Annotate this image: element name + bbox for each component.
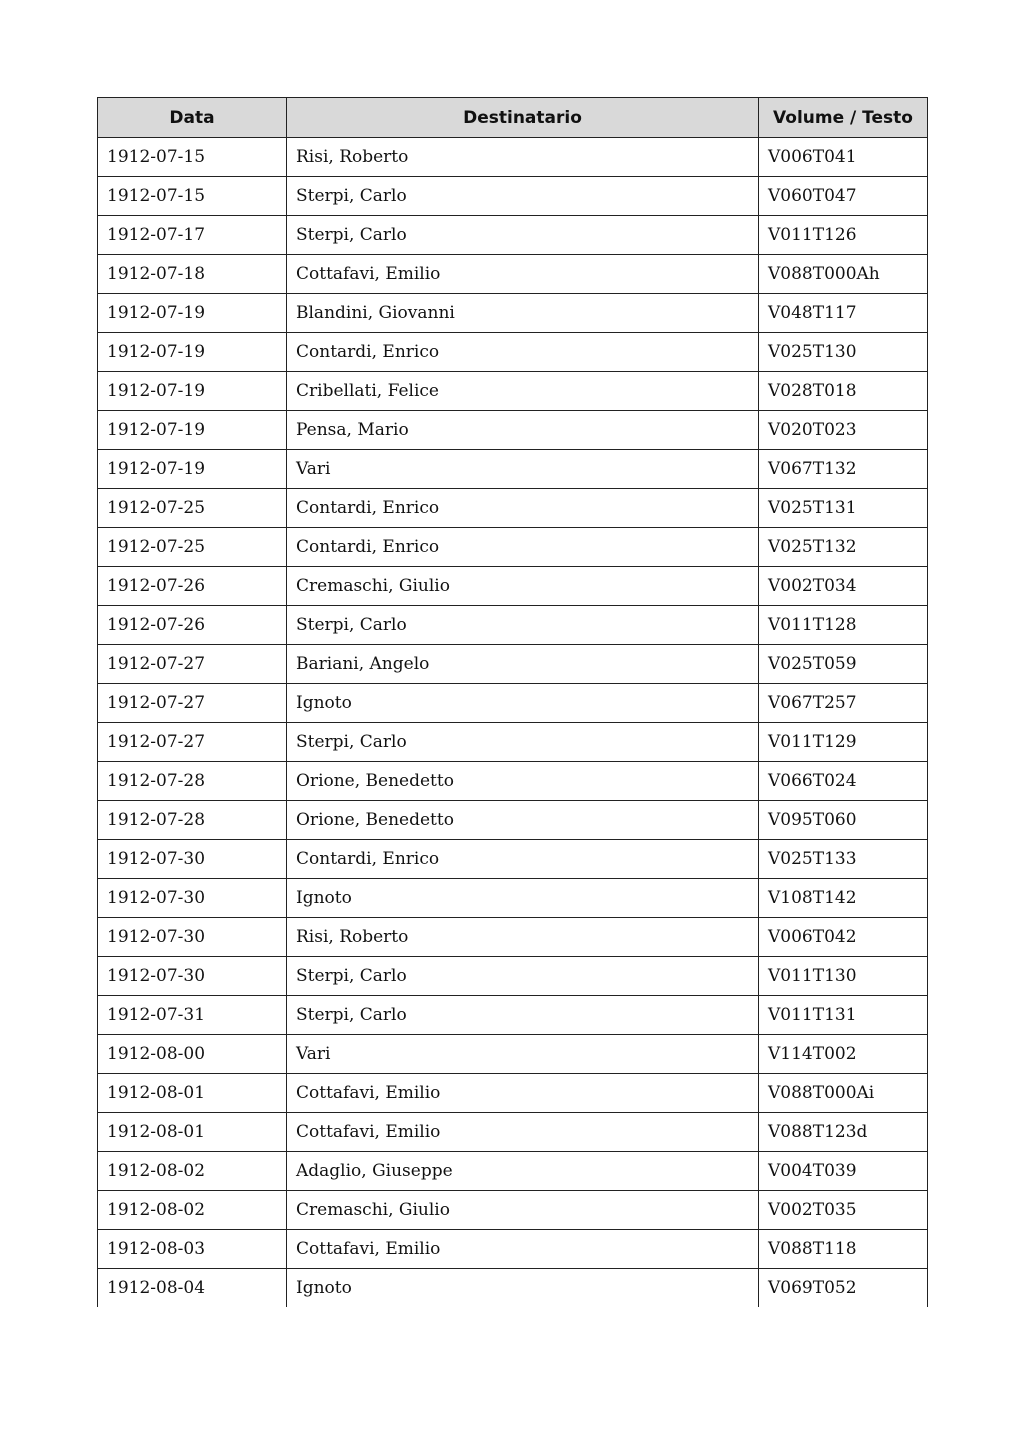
volume-text-cell: V108T142	[759, 879, 928, 918]
table-row	[98, 567, 928, 606]
table-row	[98, 1191, 928, 1230]
table-row	[98, 1035, 928, 1074]
recipient-cell: Blandini, Giovanni	[287, 294, 759, 333]
volume-text-cell: V011T126	[759, 216, 928, 255]
date-cell: 1912-07-19	[98, 372, 287, 411]
recipient-cell: Cremaschi, Giulio	[287, 1191, 759, 1230]
table-header	[98, 98, 928, 138]
recipient-cell: Cottafavi, Emilio	[287, 1230, 759, 1269]
recipient-cell: Ignoto	[287, 879, 759, 918]
table-row	[98, 996, 928, 1035]
recipient-cell: Cottafavi, Emilio	[287, 255, 759, 294]
volume-text-cell: V025T131	[759, 489, 928, 528]
recipient-cell: Sterpi, Carlo	[287, 723, 759, 762]
recipient-cell: Sterpi, Carlo	[287, 177, 759, 216]
table-row	[98, 684, 928, 723]
volume-text-cell: V011T128	[759, 606, 928, 645]
recipient-cell: Cottafavi, Emilio	[287, 1113, 759, 1152]
date-cell: 1912-07-25	[98, 489, 287, 528]
column-header-volume-testo: Volume / Testo	[759, 98, 928, 138]
table-row	[98, 450, 928, 489]
volume-text-cell: V011T130	[759, 957, 928, 996]
recipient-cell: Sterpi, Carlo	[287, 957, 759, 996]
recipient-cell: Sterpi, Carlo	[287, 606, 759, 645]
recipient-cell: Contardi, Enrico	[287, 333, 759, 372]
recipient-cell: Risi, Roberto	[287, 138, 759, 177]
recipient-cell: Bariani, Angelo	[287, 645, 759, 684]
recipient-cell: Pensa, Mario	[287, 411, 759, 450]
recipient-cell: Vari	[287, 1035, 759, 1074]
date-cell: 1912-07-19	[98, 333, 287, 372]
volume-text-cell: V025T059	[759, 645, 928, 684]
table-row	[98, 333, 928, 372]
volume-text-cell: V088T000Ai	[759, 1074, 928, 1113]
date-cell: 1912-07-17	[98, 216, 287, 255]
column-header-destinatario: Destinatario	[287, 98, 759, 138]
table-row	[98, 918, 928, 957]
date-cell: 1912-07-15	[98, 177, 287, 216]
volume-text-cell: V006T041	[759, 138, 928, 177]
table-row	[98, 762, 928, 801]
recipient-cell: Contardi, Enrico	[287, 840, 759, 879]
table-row	[98, 1074, 928, 1113]
volume-text-cell: V025T130	[759, 333, 928, 372]
table-row	[98, 879, 928, 918]
recipient-cell: Vari	[287, 450, 759, 489]
table-row	[98, 1230, 928, 1269]
date-cell: 1912-07-19	[98, 294, 287, 333]
table-row	[98, 723, 928, 762]
volume-text-cell: V011T129	[759, 723, 928, 762]
table-row	[98, 294, 928, 333]
volume-text-cell: V060T047	[759, 177, 928, 216]
volume-text-cell: V011T131	[759, 996, 928, 1035]
volume-text-cell: V028T018	[759, 372, 928, 411]
recipient-cell: Sterpi, Carlo	[287, 216, 759, 255]
table-row	[98, 957, 928, 996]
recipient-cell: Cribellati, Felice	[287, 372, 759, 411]
table-row	[98, 1269, 928, 1308]
date-cell: 1912-07-27	[98, 723, 287, 762]
recipient-cell: Ignoto	[287, 1269, 759, 1308]
letters-table	[97, 97, 928, 1307]
recipient-cell: Orione, Benedetto	[287, 801, 759, 840]
date-cell: 1912-07-26	[98, 567, 287, 606]
header-row	[98, 98, 928, 138]
recipient-cell: Risi, Roberto	[287, 918, 759, 957]
volume-text-cell: V002T034	[759, 567, 928, 606]
table-row	[98, 372, 928, 411]
table-row	[98, 840, 928, 879]
date-cell: 1912-07-19	[98, 450, 287, 489]
table-row	[98, 1152, 928, 1191]
date-cell: 1912-07-19	[98, 411, 287, 450]
recipient-cell: Sterpi, Carlo	[287, 996, 759, 1035]
recipient-cell: Cottafavi, Emilio	[287, 1074, 759, 1113]
volume-text-cell: V088T118	[759, 1230, 928, 1269]
date-cell: 1912-07-27	[98, 684, 287, 723]
table-row	[98, 177, 928, 216]
recipient-cell: Adaglio, Giuseppe	[287, 1152, 759, 1191]
recipient-cell: Contardi, Enrico	[287, 489, 759, 528]
date-cell: 1912-07-25	[98, 528, 287, 567]
volume-text-cell: V069T052	[768, 1278, 857, 1298]
column-header-data: Data	[98, 98, 287, 138]
date-cell: 1912-07-30	[98, 840, 287, 879]
recipient-cell: Cremaschi, Giulio	[287, 567, 759, 606]
date-cell: 1912-08-01	[98, 1074, 287, 1113]
date-cell: 1912-08-01	[98, 1113, 287, 1152]
table-row	[98, 216, 928, 255]
table-row	[98, 606, 928, 645]
table-row	[98, 528, 928, 567]
volume-text-cell: V095T060	[759, 801, 928, 840]
date-cell: 1912-07-28	[98, 801, 287, 840]
date-cell: 1912-07-30	[98, 918, 287, 957]
volume-text-cell: V067T257	[759, 684, 928, 723]
date-cell: 1912-07-28	[98, 762, 287, 801]
table-body	[98, 138, 928, 1308]
volume-text-cell: V025T133	[759, 840, 928, 879]
volume-text-cell: V088T000Ah	[759, 255, 928, 294]
volume-text-cell: V020T023	[759, 411, 928, 450]
volume-text-cell: V006T042	[759, 918, 928, 957]
date-cell: 1912-07-26	[98, 606, 287, 645]
table-row	[98, 255, 928, 294]
table-row	[98, 645, 928, 684]
volume-text-cell: V048T117	[759, 294, 928, 333]
date-cell: 1912-07-31	[98, 996, 287, 1035]
volume-text-cell: V088T123d	[759, 1113, 928, 1152]
date-cell: 1912-07-30	[98, 957, 287, 996]
recipient-cell: Contardi, Enrico	[287, 528, 759, 567]
date-cell: 1912-08-02	[98, 1152, 287, 1191]
table-row	[98, 489, 928, 528]
volume-text-cell: V067T132	[759, 450, 928, 489]
recipient-cell: Ignoto	[287, 684, 759, 723]
volume-text-cell: V002T035	[759, 1191, 928, 1230]
table-row	[98, 138, 928, 177]
date-cell: 1912-08-04	[98, 1269, 287, 1308]
date-cell: 1912-07-15	[98, 138, 287, 177]
date-cell: 1912-08-02	[98, 1191, 287, 1230]
table-row	[98, 411, 928, 450]
date-cell: 1912-07-30	[98, 879, 287, 918]
volume-text-cell: V066T024	[759, 762, 928, 801]
date-cell: 1912-07-27	[98, 645, 287, 684]
date-cell: 1912-08-03	[98, 1230, 287, 1269]
date-cell: 1912-07-18	[98, 255, 287, 294]
document-page	[97, 97, 927, 1307]
recipient-cell: Orione, Benedetto	[287, 762, 759, 801]
volume-text-cell: V025T132	[759, 528, 928, 567]
table-row	[98, 1113, 928, 1152]
volume-text-cell: V114T002	[759, 1035, 928, 1074]
volume-text-cell: V004T039	[759, 1152, 928, 1191]
table-row	[98, 801, 928, 840]
date-cell: 1912-08-00	[98, 1035, 287, 1074]
